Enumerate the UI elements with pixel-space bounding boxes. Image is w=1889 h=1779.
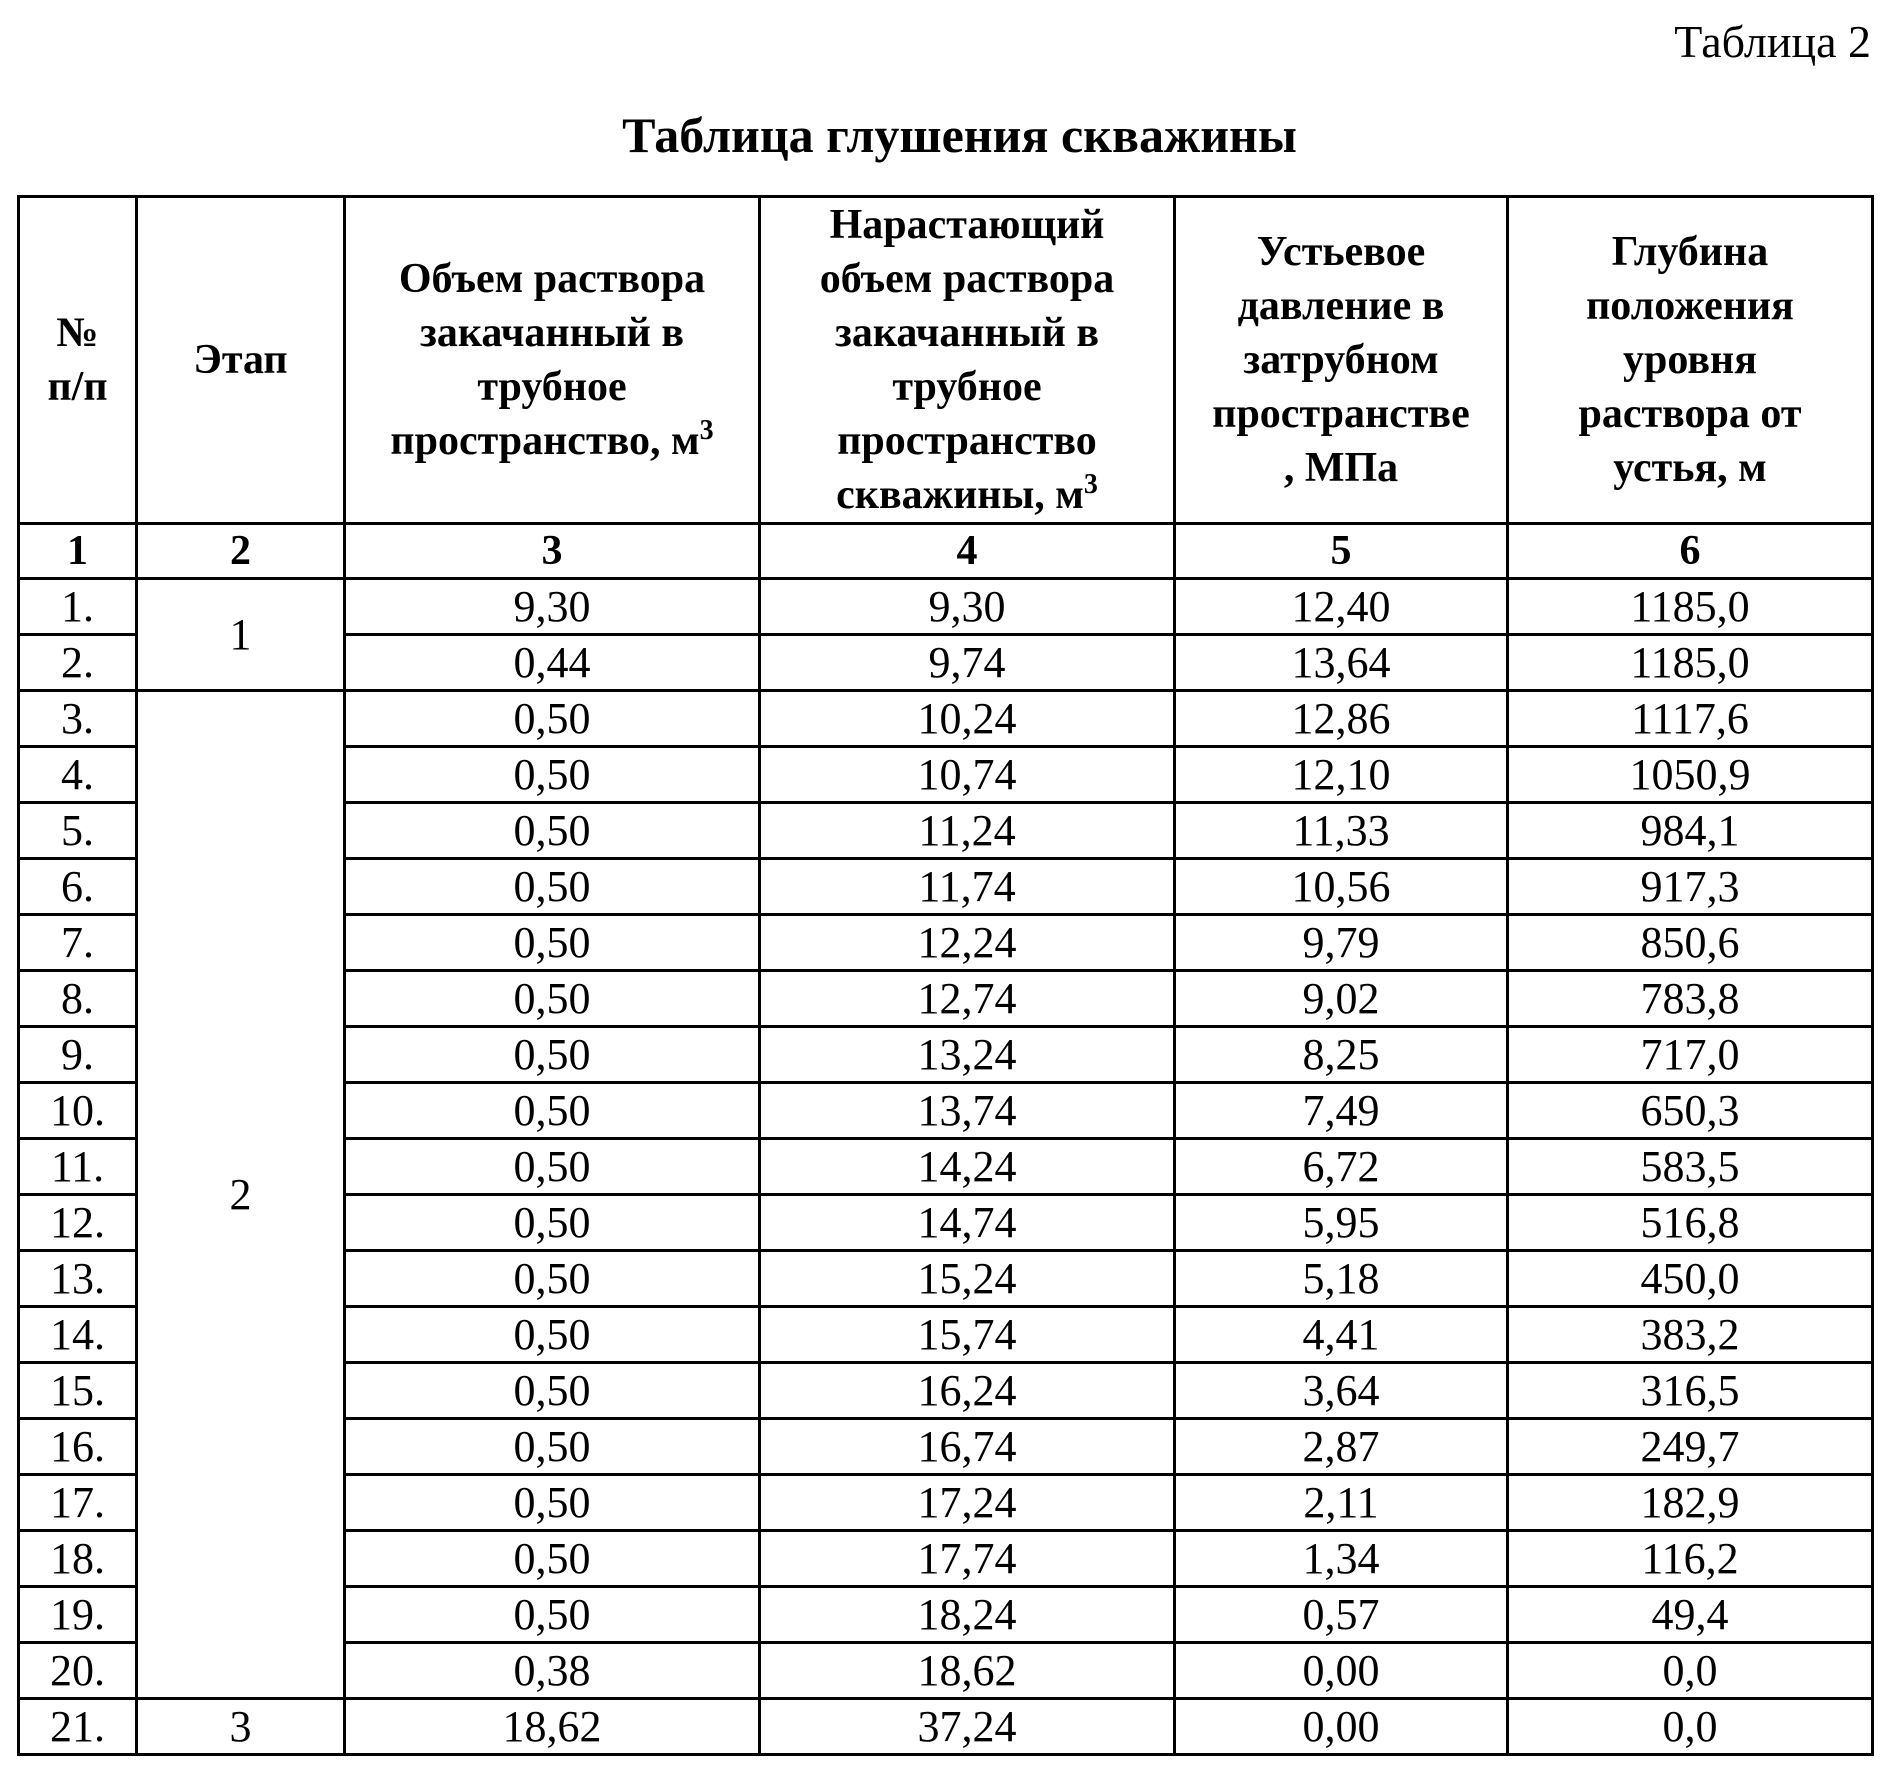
- level-depth-cell: 450,0: [1508, 1251, 1873, 1307]
- level-depth-cell: 49,4: [1508, 1587, 1873, 1643]
- cumulative-volume-cell: 18,24: [760, 1587, 1175, 1643]
- column-header-line: пространство: [837, 418, 1097, 464]
- level-depth-cell: 516,8: [1508, 1195, 1873, 1251]
- unit-superscript: 3: [1083, 469, 1098, 500]
- wellhead-pressure-cell: 9,02: [1175, 971, 1508, 1027]
- column-header-3: [345, 197, 760, 524]
- column-header-line-with-unit: [761, 468, 1173, 522]
- wellhead-pressure-cell: 0,00: [1175, 1643, 1508, 1699]
- pumped-volume-cell: 0,50: [345, 691, 760, 747]
- stage-cell: 2: [137, 691, 345, 1699]
- table-row: [19, 691, 1873, 747]
- pumped-volume-cell: 0,50: [345, 1475, 760, 1531]
- pumped-volume-cell: 0,50: [345, 747, 760, 803]
- cumulative-volume-cell: 10,24: [760, 691, 1175, 747]
- level-depth-cell: 383,2: [1508, 1307, 1873, 1363]
- pumped-volume-cell: 0,50: [345, 1363, 760, 1419]
- level-depth-cell: 116,2: [1508, 1531, 1873, 1587]
- wellhead-pressure-cell: 0,57: [1175, 1587, 1508, 1643]
- cumulative-volume-cell: 11,24: [760, 803, 1175, 859]
- row-number-cell: 1.: [19, 579, 137, 635]
- row-number-cell: 10.: [19, 1083, 137, 1139]
- column-number: 6: [1508, 524, 1873, 579]
- level-depth-cell: 0,0: [1508, 1699, 1873, 1755]
- level-depth-cell: 850,6: [1508, 915, 1873, 971]
- table-body: [19, 579, 1873, 1755]
- column-header-line: положения: [1586, 283, 1794, 329]
- cumulative-volume-cell: 9,30: [760, 579, 1175, 635]
- column-header-line: скважины, м: [836, 472, 1084, 518]
- pumped-volume-cell: 0,50: [345, 1195, 760, 1251]
- column-header-line: объем раствора: [819, 256, 1115, 302]
- pumped-volume-cell: 0,50: [345, 859, 760, 915]
- well-killing-table: [17, 195, 1874, 1756]
- row-number-cell: 5.: [19, 803, 137, 859]
- row-number-cell: 7.: [19, 915, 137, 971]
- column-header-line: уровня: [1623, 337, 1757, 383]
- column-header-2: [137, 197, 345, 524]
- row-number-cell: 16.: [19, 1419, 137, 1475]
- row-number-cell: 11.: [19, 1139, 137, 1195]
- row-number-cell: 6.: [19, 859, 137, 915]
- cumulative-volume-cell: 13,24: [760, 1027, 1175, 1083]
- level-depth-cell: 917,3: [1508, 859, 1873, 915]
- level-depth-cell: 182,9: [1508, 1475, 1873, 1531]
- cumulative-volume-cell: 17,24: [760, 1475, 1175, 1531]
- level-depth-cell: 984,1: [1508, 803, 1873, 859]
- wellhead-pressure-cell: 1,34: [1175, 1531, 1508, 1587]
- column-header-line: пространстве: [1212, 391, 1470, 437]
- column-header-line: устья, м: [1613, 445, 1767, 491]
- row-number-cell: 15.: [19, 1363, 137, 1419]
- cumulative-volume-cell: 9,74: [760, 635, 1175, 691]
- cumulative-volume-cell: 15,24: [760, 1251, 1175, 1307]
- wellhead-pressure-cell: 12,10: [1175, 747, 1508, 803]
- pumped-volume-cell: 0,50: [345, 1531, 760, 1587]
- column-header-line: Глубина: [1611, 229, 1769, 275]
- column-header-line: закачанный в: [834, 310, 1100, 356]
- column-header-line: Этап: [193, 337, 288, 383]
- wellhead-pressure-cell: 12,40: [1175, 579, 1508, 635]
- column-header-line: Нарастающий: [829, 202, 1105, 248]
- pumped-volume-cell: 0,50: [345, 971, 760, 1027]
- cumulative-volume-cell: 37,24: [760, 1699, 1175, 1755]
- column-header-1: [19, 197, 137, 524]
- row-number-cell: 18.: [19, 1531, 137, 1587]
- wellhead-pressure-cell: 5,18: [1175, 1251, 1508, 1307]
- row-number-cell: 2.: [19, 635, 137, 691]
- stage-cell: 1: [137, 579, 345, 691]
- pumped-volume-cell: 0,50: [345, 1027, 760, 1083]
- pumped-volume-cell: 0,50: [345, 803, 760, 859]
- cumulative-volume-cell: 12,24: [760, 915, 1175, 971]
- cumulative-volume-cell: 12,74: [760, 971, 1175, 1027]
- pumped-volume-cell: 0,50: [345, 1307, 760, 1363]
- column-number: 5: [1175, 524, 1508, 579]
- row-number-cell: 3.: [19, 691, 137, 747]
- row-number-cell: 12.: [19, 1195, 137, 1251]
- row-number-cell: 20.: [19, 1643, 137, 1699]
- row-number-cell: 21.: [19, 1699, 137, 1755]
- wellhead-pressure-cell: 2,11: [1175, 1475, 1508, 1531]
- column-header-line: Объем раствора: [398, 256, 706, 302]
- wellhead-pressure-cell: 6,72: [1175, 1139, 1508, 1195]
- column-header-line: давление в: [1237, 283, 1445, 329]
- wellhead-pressure-cell: 3,64: [1175, 1363, 1508, 1419]
- column-number-row: [19, 524, 1873, 579]
- column-header-line: п/п: [47, 364, 108, 410]
- column-number: 1: [19, 524, 137, 579]
- cumulative-volume-cell: 11,74: [760, 859, 1175, 915]
- level-depth-cell: 1185,0: [1508, 579, 1873, 635]
- row-number-cell: 9.: [19, 1027, 137, 1083]
- pumped-volume-cell: 0,38: [345, 1643, 760, 1699]
- column-header-line: , МПа: [1283, 445, 1399, 491]
- wellhead-pressure-cell: 12,86: [1175, 691, 1508, 747]
- wellhead-pressure-cell: 7,49: [1175, 1083, 1508, 1139]
- unit-superscript: 3: [699, 415, 714, 446]
- column-header-line: трубное: [892, 364, 1042, 410]
- level-depth-cell: 316,5: [1508, 1363, 1873, 1419]
- wellhead-pressure-cell: 5,95: [1175, 1195, 1508, 1251]
- row-number-cell: 8.: [19, 971, 137, 1027]
- row-number-cell: 4.: [19, 747, 137, 803]
- cumulative-volume-cell: 14,74: [760, 1195, 1175, 1251]
- column-header-line: Устьевое: [1256, 229, 1426, 275]
- cumulative-volume-cell: 15,74: [760, 1307, 1175, 1363]
- level-depth-cell: 783,8: [1508, 971, 1873, 1027]
- level-depth-cell: 1117,6: [1508, 691, 1873, 747]
- column-header-6: [1508, 197, 1873, 524]
- cumulative-volume-cell: 16,74: [760, 1419, 1175, 1475]
- wellhead-pressure-cell: 0,00: [1175, 1699, 1508, 1755]
- level-depth-cell: 249,7: [1508, 1419, 1873, 1475]
- pumped-volume-cell: 0,50: [345, 915, 760, 971]
- pumped-volume-cell: 0,50: [345, 1139, 760, 1195]
- wellhead-pressure-cell: 8,25: [1175, 1027, 1508, 1083]
- column-header-line: пространство, м: [390, 418, 700, 464]
- column-header-line: закачанный в: [419, 310, 685, 356]
- column-header-4: [760, 197, 1175, 524]
- column-number: 2: [137, 524, 345, 579]
- level-depth-cell: 1050,9: [1508, 747, 1873, 803]
- pumped-volume-cell: 0,50: [345, 1083, 760, 1139]
- level-depth-cell: 1185,0: [1508, 635, 1873, 691]
- column-header-line: затрубном: [1243, 337, 1439, 383]
- column-header-line: №: [56, 310, 99, 356]
- header-row: [19, 197, 1873, 524]
- wellhead-pressure-cell: 10,56: [1175, 859, 1508, 915]
- pumped-volume-cell: 0,50: [345, 1251, 760, 1307]
- cumulative-volume-cell: 10,74: [760, 747, 1175, 803]
- level-depth-cell: 650,3: [1508, 1083, 1873, 1139]
- wellhead-pressure-cell: 9,79: [1175, 915, 1508, 971]
- table-row: [19, 579, 1873, 635]
- wellhead-pressure-cell: 13,64: [1175, 635, 1508, 691]
- pumped-volume-cell: 0,44: [345, 635, 760, 691]
- cumulative-volume-cell: 16,24: [760, 1363, 1175, 1419]
- level-depth-cell: 717,0: [1508, 1027, 1873, 1083]
- row-number-cell: 14.: [19, 1307, 137, 1363]
- level-depth-cell: 583,5: [1508, 1139, 1873, 1195]
- pumped-volume-cell: 0,50: [345, 1587, 760, 1643]
- row-number-cell: 17.: [19, 1475, 137, 1531]
- level-depth-cell: 0,0: [1508, 1643, 1873, 1699]
- cumulative-volume-cell: 14,24: [760, 1139, 1175, 1195]
- pumped-volume-cell: 9,30: [345, 579, 760, 635]
- column-number: 3: [345, 524, 760, 579]
- document-title: Таблица глушения скважины: [622, 107, 1297, 163]
- wellhead-pressure-cell: 4,41: [1175, 1307, 1508, 1363]
- wellhead-pressure-cell: 2,87: [1175, 1419, 1508, 1475]
- row-number-cell: 19.: [19, 1587, 137, 1643]
- pumped-volume-cell: 0,50: [345, 1419, 760, 1475]
- table-number-label: Таблица 2: [1674, 16, 1871, 67]
- column-header-line: трубное: [477, 364, 627, 410]
- column-header-line: раствора от: [1578, 391, 1802, 437]
- cumulative-volume-cell: 18,62: [760, 1643, 1175, 1699]
- column-number: 4: [760, 524, 1175, 579]
- cumulative-volume-cell: 17,74: [760, 1531, 1175, 1587]
- stage-cell: 3: [137, 1699, 345, 1755]
- wellhead-pressure-cell: 11,33: [1175, 803, 1508, 859]
- pumped-volume-cell: 18,62: [345, 1699, 760, 1755]
- column-header-line-with-unit: [346, 414, 758, 468]
- row-number-cell: 13.: [19, 1251, 137, 1307]
- table-row: [19, 1699, 1873, 1755]
- column-header-5: [1175, 197, 1508, 524]
- cumulative-volume-cell: 13,74: [760, 1083, 1175, 1139]
